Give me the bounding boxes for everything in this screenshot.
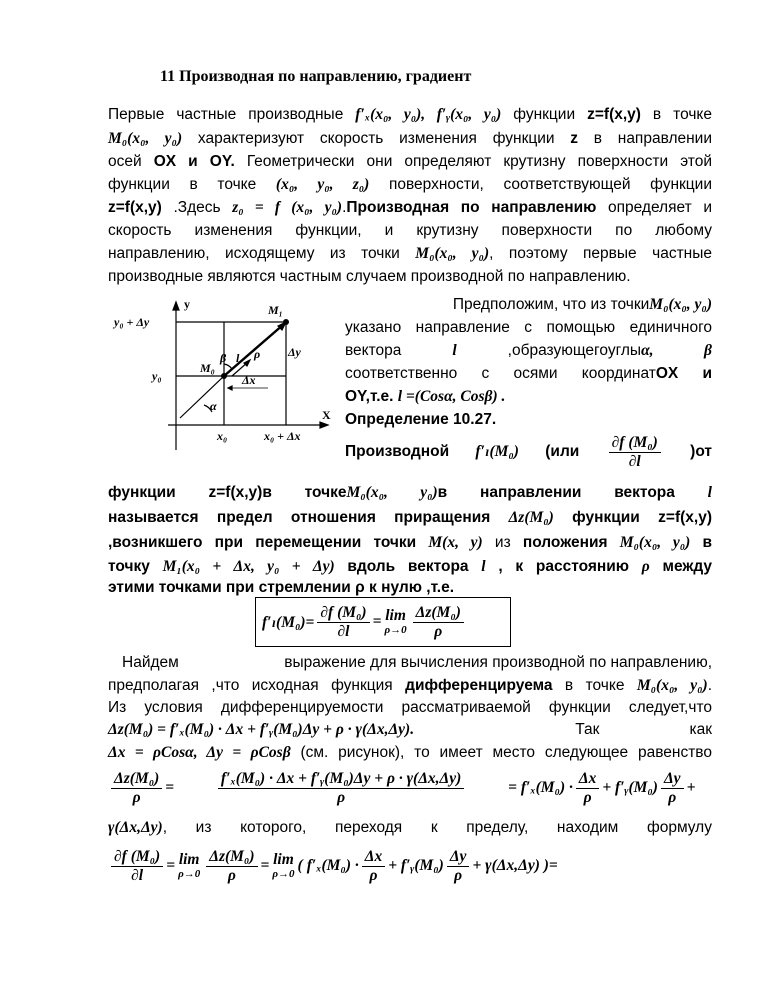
para1-line5: z=f(x,y) .Здесь z₀ = f (x₀, y₀).Производная по направлению определяет и (108, 199, 712, 216)
para1-line3: осей OX и OY. Геометрически они определяют крутизну поверхности этой (108, 153, 712, 170)
label-alpha: α (210, 399, 217, 413)
definition-formula-box: f′ₗ(M₀)= $\frac{\text{∂f (M₀)}}{\partial l}$ = lim ρ→0 $\frac{\text{Δz(M₀)}}{\rho}$ (255, 597, 511, 647)
para2-line5: Δx = ρCosα, Δy = ρCosβ (см. рисунок), то имеет место следующее равенство (108, 744, 712, 761)
label-rho: ρ (254, 347, 261, 361)
direction-figure (108, 300, 338, 460)
label-beta: β (220, 351, 227, 365)
def-line4: точку M₁(x₀ + Δx, y₀ + Δy) вдоль вектора l , к расстоянию ρ между (108, 558, 712, 575)
label-dx: Δx (242, 373, 256, 387)
point-m1 (283, 319, 289, 325)
right-line1: Предположим, что из точкиM₀(x₀, y₀) (452, 296, 712, 313)
para2-line3: Из условия дифференцируемости рассматриваемой функции следует,что (108, 699, 712, 716)
para2-line4: Δz(M₀) = f′ₓ(M₀) · Δx + f′ᵧ(M₀)Δy + ρ · γ(Δx,Δy) . Так как (108, 721, 712, 738)
equation-1: $\frac{\text{Δz(M₀)}}{\rho}$ = $\frac{\text{f′ₓ(M₀) · Δx + f′ᵧ(M₀)Δy + ρ · γ(Δx,Δy)}}{\rho}$ = f′ₓ(M₀) · $\frac{\Delta x}{\rho}$ + f′ᵧ(M₀) $\frac{\Delta y}{\rho}$ + (108, 764, 714, 812)
para1-line7: направлению, исходящему из точки M₀(x₀, y₀), поэтому первые частные (108, 245, 712, 262)
para1-line8: производные являются частным случаем производной по направлению. (108, 268, 631, 285)
tick-y0dy: y₀ + Δy (114, 315, 150, 329)
label-l: l (236, 351, 240, 365)
section-title: 11 Производная по направлению, градиент (160, 68, 472, 85)
right-line5: OY,т.е. l =(Cosα, Cosβ) . (345, 388, 506, 405)
x-axis-label: X (322, 408, 331, 422)
def-line5: этими точками при стремлении ρ к нулю ,т.е. (108, 579, 455, 596)
def-line2: называется предел отношения приращения Δz(M₀) функции z=f(x,y) (108, 509, 712, 526)
para2-line1: Найдем выражение для вычисления производной по направлению, (122, 654, 712, 671)
right-line3: вектора l ,образующегоуглыα, β (345, 342, 712, 359)
tick-x0: x₀ (217, 429, 228, 443)
para1-line2: M₀(x₀, y₀) характеризуют скорость изменения функции z в направлении (108, 130, 712, 147)
right-line7: Производной f′ₗ(M₀) (или $\frac{\text{∂f (M₀)}}{\partial l}$ )от (345, 433, 712, 470)
point-m0 (221, 373, 227, 379)
para1-line6: скорость изменения функции, и крутизну поверхности по любому (108, 222, 712, 239)
y-axis-label: y (184, 300, 190, 311)
para2-line2: предполагая ,что исходная функция дифференцируема в точке M₀(x₀, y₀). (108, 677, 712, 694)
right-line4: соответственно с осями координатOX и (345, 365, 712, 382)
label-dy: Δy (288, 345, 301, 359)
para2-line6: γ(Δx,Δy), из которого, переходя к пределу, находим формулу (108, 819, 712, 836)
def-line1: функции z=f(x,y)в точкеM₀(x₀, y₀)в направлении вектора l (108, 484, 712, 501)
right-line2: указано направление с помощью единичного (345, 319, 712, 336)
equation-2: $\frac{\text{∂f (M₀)}}{\partial l}$ = lim ρ→0 $\frac{\text{Δz(M₀)}}{\rho}$ = lim ρ→0 ( f′ₓ(M₀) · $\frac{\Delta x}{\rho}$ + f′ᵧ(M₀) $\frac{\Delta y}{\rho}$ + γ(Δx,Δy) )= (108, 842, 558, 890)
para1-line4: функции в точке (x₀, y₀, z₀) поверхности, соответствующей функции (108, 176, 712, 193)
definition-heading: Определение 10.27. (345, 411, 497, 428)
label-m1: M₁ (268, 303, 283, 317)
tick-x0dx: x₀ + Δx (264, 429, 301, 443)
label-m0: M₀ (200, 361, 215, 375)
tick-y0: y₀ (152, 369, 162, 383)
def-line3: ,возникшего при перемещении точки M(x, y) из положения M₀(x₀, y₀) в (108, 534, 712, 551)
para1-line1: Первые частные производные f′ₓ(x₀, y₀), f′ᵧ(x₀, y₀) функции z=f(x,y) в точке (108, 106, 713, 123)
